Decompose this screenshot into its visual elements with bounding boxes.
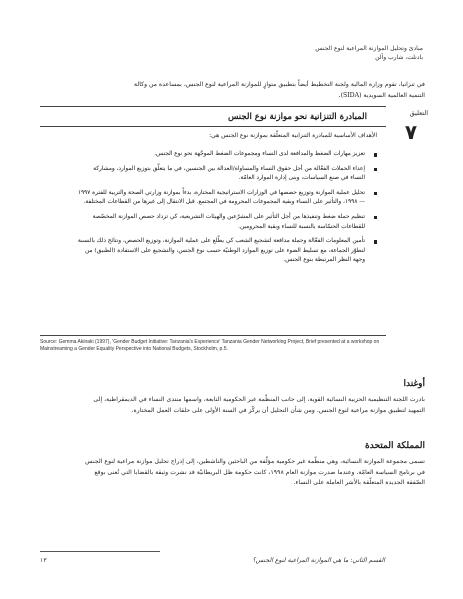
list-item bbox=[77, 150, 377, 160]
box-label: التعليق bbox=[409, 109, 428, 117]
running-header-title: مبادئ وتحليل الموازنة المراعية لنوع الجنس bbox=[315, 45, 423, 52]
bullet-icon bbox=[374, 168, 378, 172]
list-item bbox=[77, 237, 377, 266]
running-header bbox=[223, 44, 423, 62]
box-top-rule bbox=[40, 106, 386, 107]
page-footer bbox=[40, 557, 385, 564]
list-item bbox=[77, 213, 377, 232]
footer-rule bbox=[40, 551, 160, 552]
running-header-authors: بادنلت، شارب وآلن bbox=[375, 54, 423, 61]
page-number: ١٣ bbox=[40, 557, 47, 564]
box-title-rule bbox=[40, 126, 386, 127]
bullet-icon bbox=[374, 153, 378, 157]
uganda-heading: أوغندا bbox=[403, 379, 425, 389]
uk-heading: المملكة المتحدة bbox=[365, 441, 425, 451]
list-item-text: إعداء الحملات الفعّالة من أجل حقوق النساء والمساواة/العدالة بين الجنسين، في ما يتعلّق بتوزيع الموارد، ومشاركة النساء في صنع السياسات، وبنى إدارة الموارد العامّة. bbox=[93, 165, 365, 182]
list-item-text: تعزيز مهارات الضغط والمدافعة لدى النساء ومجموعات الضغط الموجّهة نحو نوع الجنس. bbox=[154, 151, 365, 157]
list-item-text: تحليل عملية الموازنة وتوزيع حصصها في الوزارات الاستراتيجية المختارة، بدءاً بموازنة وزارتي الصحة والتربية للفترة ١٩٩٧ — ١٩٩٨، والتأثير على النساء وبقية المجموعات المحرومة في المجتمع. قبل الانتقال إلى غيرها من القطاعات المختلفة. bbox=[77, 189, 365, 206]
list-item-text: تنظيم حملة ضغط وتنفيذها من أجل التأثير على المشرّعين والهيئات التشريعية، كي تزداد حصص الموازنة المخصّصة للقطاعات الحسّاسة بالنسبة للنساء وبقية المحرومين. bbox=[92, 213, 365, 230]
list-item bbox=[77, 165, 377, 184]
bullet-icon bbox=[374, 192, 378, 196]
box-bottom-rule bbox=[40, 335, 386, 336]
box-lead-text: الأهداف الأساسية للمبادرة التنزانية المتعلّقة بموازنة نوع الجنس هي: bbox=[209, 132, 377, 139]
source-citation: Source: Gemma Akiiraki (1997), 'Gender Budget Initiative: Tanzania's Experience' Tanzania Gender Networking Project, Brief presented at a workshop on Mainstreaming a Gender Equality Perspective into National Budgets, Stockholm, p.5. bbox=[40, 339, 380, 352]
box-number: ٧ bbox=[404, 120, 418, 144]
box-title: المبادرة التنزانية نحو موازنة نوع الجنس bbox=[227, 112, 367, 122]
uganda-paragraph: بادرت اللجنة التنظيمية الحزبية النسائية القوية، إلى جانب المنظّمة غير الحكومية التابعة، واسمها منتدى النساء في الديمقراطية، إلى التمهيد لتطبيق موازنة مراعية لنوع الجنس. ومن شأن التحليل أن يركّز في السنة الأولى على حلقات العمل المختارة. bbox=[93, 396, 425, 414]
intro-paragraph: في تنزانيا، تقوم وزارة المالية ولجنة التخطيط أيضاً بتطبيق متوازٍ للموازنة المراعية لنوع الجنس، بمساعدة من وكالة التنمية العالمية السويدية (SIDA). bbox=[134, 81, 425, 99]
list-item-text: تأمين المعلومات الفعّالة وحملة مدافعة لتشجيع الشعب كي يطّلع على عملية الموازنة، وتوزيع الحصص، ونتائج ذلك بالنسبة لتطوّر الجماعة، مع تسليط الضوء على توزيع الموارد الوطنيّة حسب نوع الجنس، والتشجيع على الاستفادة (الطبيق) من وجهة النظر المرتبطة بنوع الجنس. bbox=[77, 238, 365, 264]
box-objectives-list bbox=[77, 150, 377, 271]
list-item bbox=[77, 189, 377, 208]
bullet-icon bbox=[374, 216, 378, 220]
footer-section-title: القسم الثاني: ما هي الموازنة المراعية لنوع الجنس؟ bbox=[252, 557, 385, 564]
uk-paragraph: تسمى مجموعة الموازنة النسائية، وهي منظّمة غير حكومية مؤلّفة من الباحثين والناشطين، إلى إدراج تحليل موازنة مراعية لنوع الجنس في برنامج السياسة العامّة. وعندما صدرت موازنة العام ١٩٩٨، كانت حكومة ظل البريطانيّة قد نشرت وثيقة بالقضايا التي تُعنى بوقع الصّفقة الجديدة المتعلّقة بالأسَر العاملة على النساء. bbox=[85, 458, 425, 486]
bullet-icon bbox=[374, 240, 378, 244]
